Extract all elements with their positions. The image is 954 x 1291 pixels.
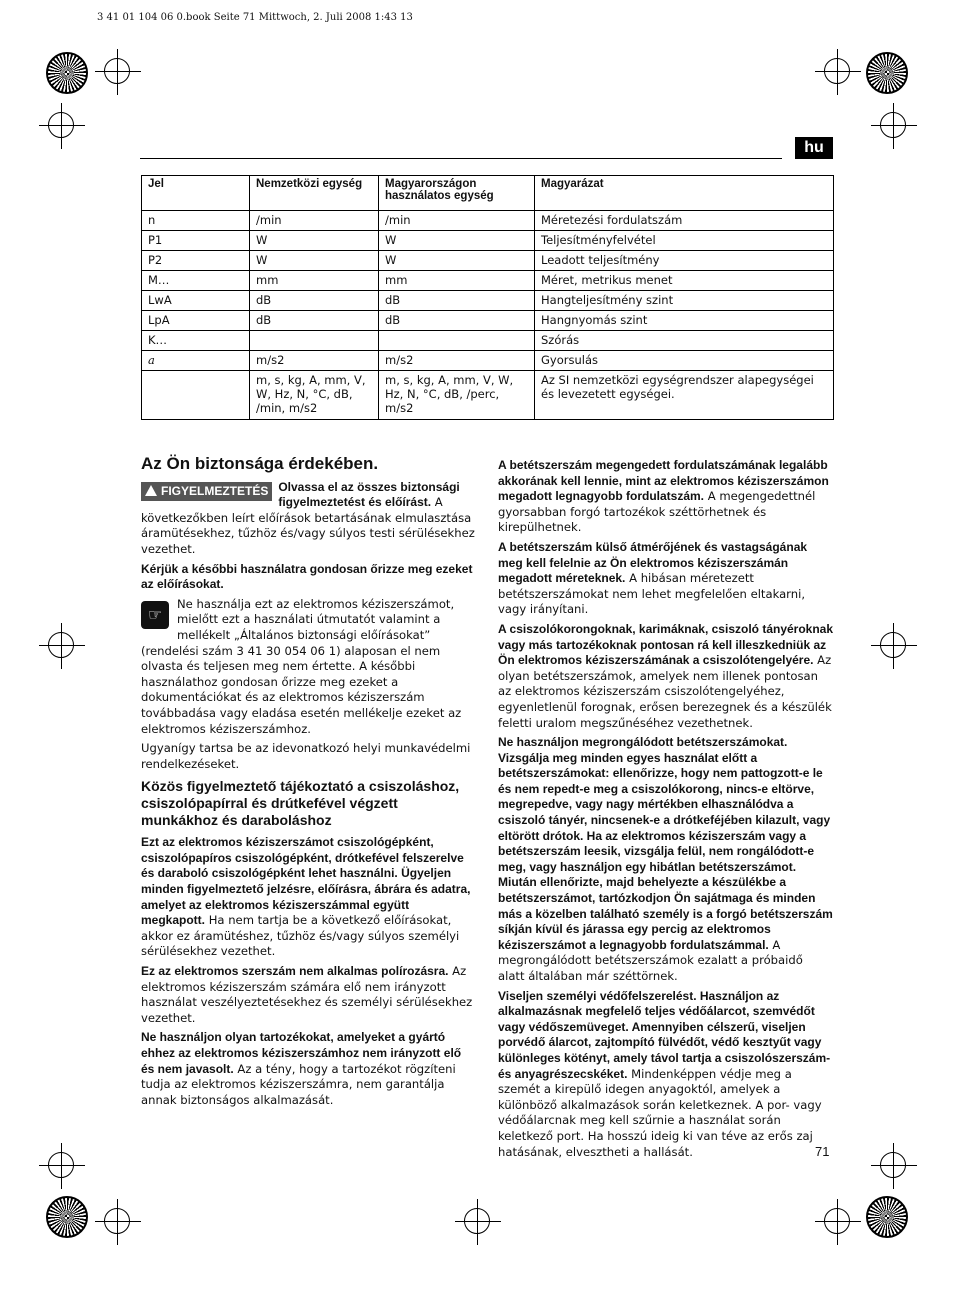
warning-intro-text: A következőkben leírt előírások betartásának elmulasztása áramütésekhez, tűzhöz és/vagy súlyos testi sérülésekhez vezethet. (141, 495, 475, 556)
table-header-cell: Magyarországon használatos egység (379, 176, 535, 211)
warning-label (141, 482, 272, 502)
table-cell: Leadott teljesítmény (535, 251, 834, 271)
paragraph-text: Az olyan betétszerszámok, amelyek nem illenek pontosan az elektromos kéziszerszám csiszolótengelyéhez, egyenletlenül forognak, erősen berezegnek és a készülék feletti uralom megszűnéséhez vezethetnek. (498, 653, 832, 730)
right-column (498, 458, 833, 1164)
table-row (142, 331, 834, 351)
crosshair-mark (880, 1152, 906, 1178)
table-cell: /min (379, 211, 535, 231)
warning-triangle-icon (145, 485, 157, 496)
table-cell: Gyorsulás (535, 351, 834, 371)
table-cell: K… (142, 331, 250, 351)
table-row (142, 371, 834, 420)
subsection-heading: Közös figyelmeztető tájékoztató a csiszoláshoz, csiszolópapírral és drútkefével végzett munkákhoz és daraboláshoz (141, 778, 460, 829)
table-row (142, 291, 834, 311)
paragraph-bold: Ne használjon olyan tartozékokat, amelyeket a gyártó ehhez az elektromos kéziszerszámhoz nem irányzott elő és nem javasolt. (141, 1030, 462, 1076)
paragraph-bold: Ezt az elektromos kéziszerszámot csiszológépként, csiszolópapíros csiszológépként, drótkefével felszerelve és daraboló csiszológépként lehet használni. Ügyeljen minden figyelmeztető jelzésre, előírásra, ábrára és adatra, amelyet az elektromos kéziszerszámmal együtt megkapott. (141, 835, 471, 928)
table-cell: dB (379, 291, 535, 311)
table-cell: m/s2 (379, 351, 535, 371)
table-row (142, 211, 834, 231)
table-cell: m, s, kg, A, mm, V, W, Hz, N, °C, dB, /perc, m/s2 (379, 371, 535, 420)
paragraph-text: A hibásan méretezett betétszerszámokat nem lehet megfelelően eltakarni, vagy irányítani. (498, 571, 806, 617)
table-cell: Méretezési fordulatszám (535, 211, 834, 231)
paragraph-bold: Ez az elektromos szerszám nem alkalmas polírozásra. (141, 964, 449, 979)
paragraph-text: Ha nem tartja be a következő előírásokat, akkor ez áramütéshez, tűzhöz és/vagy súlyos személyi sérülésekhez vezethet. (141, 913, 460, 959)
table-cell (142, 371, 250, 420)
crosshair-mark (880, 112, 906, 138)
table-cell: mm (379, 271, 535, 291)
read-manual-icon: ☞ (141, 601, 169, 629)
registration-burst-bottom-right (866, 1196, 908, 1238)
warning-label-text: FIGYELMEZTETÉS (161, 483, 269, 498)
table-cell: Szórás (535, 331, 834, 351)
paragraph-text: Mindenképpen védje meg a szemét a kirepülő idegen anyagoktól, amelyek a különböző alkalmazások során keletkeznek. A por- vagy védőálarcnak meg kell szűrnie a használat során keletkező port. Ha hosszú ideig ki van téve az erős zaj hatásának, elvesztheti a hallását. (498, 1066, 822, 1159)
language-badge: hu (795, 137, 833, 159)
table-cell: Az SI nemzetközi egységrendszer alapegységei és levezetett egységei. (535, 371, 834, 420)
crosshair-mark (464, 1208, 490, 1234)
page-number: 71 (815, 1144, 830, 1159)
table-cell: LwA (142, 291, 250, 311)
table-cell: dB (250, 311, 379, 331)
table-cell: P2 (142, 251, 250, 271)
units-table (141, 175, 834, 420)
crosshair-mark (824, 58, 850, 84)
book-header-line: 3 41 01 104 06 0.book Seite 71 Mittwoch, 2. Juli 2008 1:43 13 (97, 12, 413, 23)
registration-burst-top-left (46, 52, 88, 94)
table-cell: W (379, 231, 535, 251)
table-row (142, 351, 834, 371)
local-regulations-text: Ugyanígy tartsa be az idevonatkozó helyi munkavédelmi rendelkezéseket. (141, 741, 471, 771)
paragraph-bold: Viseljen személyi védőfelszerelést. Használjon az alkalmazásnak megfelelő teljes védőálarcot, szemvédőt vagy védőszemüveget. Amennyiben célszerű, viseljen porvédő álarcot, zajtompító fülvédőt, védő kesztyűt vagy különleges kötényt, amely távol tartja a csiszolószerszám-és anyagrészecskéket. (498, 988, 831, 1081)
table-cell: a (142, 351, 250, 371)
manual-notice-text: Ne használja ezt az elektromos kéziszerszámot, mielőtt ezt a használati útmutatót valamint a mellékelt „Általános biztonsági előírásokat” (rendelési szám 3 41 30 054 06 1) alaposan el nem olvasta és teljesen meg nem értette. A későbbi használathoz gondosan őrizze meg ezeket a dokumentációkat és az elektromos kéziszerszám továbbadása vagy eladása esetén mellékelje ezeket az elektromos kéziszerszámhoz. (141, 596, 462, 736)
table-cell: m/s2 (250, 351, 379, 371)
table-row (142, 231, 834, 251)
table-cell: M… (142, 271, 250, 291)
paragraph-text: Az a tény, hogy a tartozékot rögzíteni tudja az elektromos kéziszerszámra, nem garantálja annak biztonságos alkalmazását. (141, 1061, 456, 1107)
table-cell: m, s, kg, A, mm, V, W, Hz, N, °C, dB, /min, m/s2 (250, 371, 379, 420)
crosshair-mark (880, 632, 906, 658)
section-heading: Az Ön biztonsága érdekében. (141, 454, 379, 473)
paragraph-text: A megrongálódott betétszerszámok ezalatt a próbaidő alatt általában már széttörnek. (498, 937, 803, 983)
paragraph-bold: Ne használjon megrongálódott betétszerszámokat. Vizsgálja meg minden egyes használat előtt a betétszerszámokat: ellenőrizze, hogy nem pattogzott-e le és nem repedt-e meg a csiszolókorong, nincs-e eltörve, megrepedve, vagy nagy mértékben elhasználódva a csiszoló tányér, nincsenek-e a drótkeféjében kilazult, vagy eltörött drótok. Ha az elektromos kéziszerszám vagy a betétszerszám leesik, vizsgálja felül, nem rongálódott-e meg, vagy használjon egy hibátlan betétszerszámot. Miután ellenőrizte, majd behelyezte a készülékbe a betétszerszámot, tartózkodjon Ön sajátmaga és minden más a közelben található személy is a forgó betétszerszám síkján kívül és járassa egy percig az elektromos kéziszerszámot a legnagyobb fordulatszámmal. (498, 735, 833, 952)
table-row (142, 251, 834, 271)
table-cell: mm (250, 271, 379, 291)
crosshair-mark (824, 1208, 850, 1234)
left-column (141, 456, 476, 1112)
table-cell: W (379, 251, 535, 271)
table-cell (250, 331, 379, 351)
table-cell: W (250, 231, 379, 251)
table-cell: P1 (142, 231, 250, 251)
table-cell: /min (250, 211, 379, 231)
paragraph-bold: A csiszolókorongoknak, karimáknak, csiszoló tányéroknak vagy más tartozékoknak pontosan rá kell illeszkedniük az Ön elektromos kéziszerszámának a csiszolótengelyére. (498, 621, 834, 668)
table-cell: dB (379, 311, 535, 331)
registration-burst-top-right (866, 52, 908, 94)
table-row (142, 271, 834, 291)
keep-instructions-text: Kérjük a későbbi használatra gondosan őrizze meg ezeket az előírásokat. (141, 561, 473, 592)
warning-intro-bold: Olvassa el az összes biztonsági figyelmeztetést és előírást. (278, 479, 460, 510)
crosshair-mark (48, 632, 74, 658)
crosshair-mark (48, 112, 74, 138)
table-cell: Hangteljesítmény szint (535, 291, 834, 311)
table-cell: W (250, 251, 379, 271)
table-row (142, 311, 834, 331)
table-cell: Hangnyomás szint (535, 311, 834, 331)
crosshair-mark (104, 1208, 130, 1234)
table-header-cell: Nemzetközi egység (250, 176, 379, 211)
paragraph-bold: A betétszerszám megengedett fordulatszámának legalább akkorának kell lennie, mint az elektromos kéziszerszámon megadott legnagyobb fordulatszám. (498, 458, 829, 504)
paragraph-text: A megengedettnél gyorsabban forgó tartozékok széttörhetnek és kirepülhetnek. (498, 489, 816, 535)
registration-burst-bottom-left (46, 1196, 88, 1238)
crosshair-mark (48, 1152, 74, 1178)
paragraph-bold: A betétszerszám külső átmérőjének és vastagságának meg kell felelnie az Ön elektromos kéziszerszámán megadott méreteknek. (498, 539, 808, 586)
paragraph-text: Az elektromos kéziszerszám számára elő nem irányzott használat veszélyeztetésekhez és személyi sérülésekhez vezethet. (141, 964, 473, 1025)
table-cell: LpA (142, 311, 250, 331)
table-cell: dB (250, 291, 379, 311)
table-cell: Méret, metrikus menet (535, 271, 834, 291)
crosshair-mark (104, 58, 130, 84)
table-header-row (142, 176, 834, 211)
table-header-cell: Jel (142, 176, 250, 211)
table-cell: n (142, 211, 250, 231)
header-rule (140, 158, 782, 159)
table-cell: Teljesítményfelvétel (535, 231, 834, 251)
table-cell (379, 331, 535, 351)
table-header-cell: Magyarázat (535, 176, 834, 211)
